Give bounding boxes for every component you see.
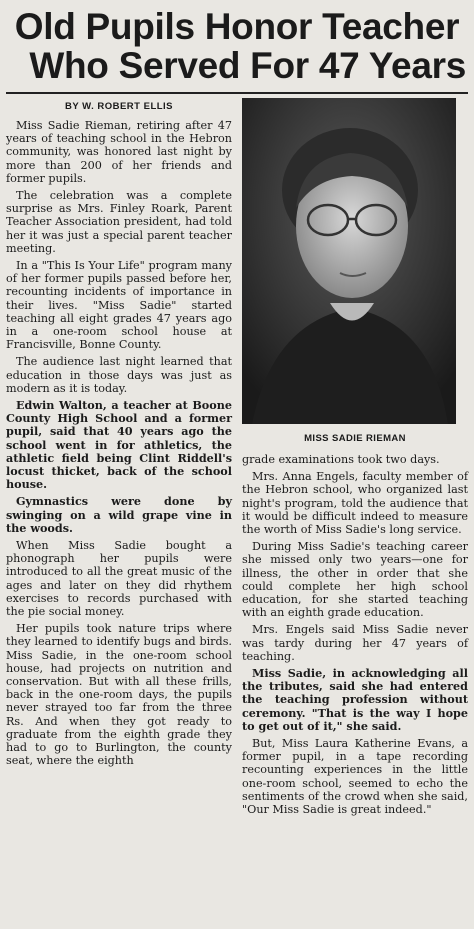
article-body bbox=[6, 98, 468, 820]
right-column bbox=[242, 98, 468, 820]
paragraph: In a "This Is Your Life" program many of her former pupils passed before her, recounting incidents of importance in their lives. "Miss Sadie" started teaching all eight grades 47 years ago in a one-room school house at Francisville, Bonne County. bbox=[6, 258, 232, 352]
paragraph: grade examinations took two days. bbox=[242, 452, 440, 466]
paragraph: Miss Sadie Rieman, retiring after 47 years of teaching school in the Hebron community, was honored last night by more than 200 of her friends and former pupils. bbox=[6, 118, 232, 185]
paragraph: The audience last night learned that education in those days was just as modern as it is today. bbox=[6, 355, 232, 395]
portrait-image bbox=[242, 98, 456, 424]
paragraph: When Miss Sadie bought a phonograph her pupils were introduced to all the great music of the ages and later on they did rhythem exercises to records purchased with the pie social money. bbox=[6, 538, 232, 618]
paragraph-bold: Miss Sadie, in acknowledging all the tributes, said she had entered the teaching profession without ceremony. "That is the way I hope to get out of it," she said. bbox=[242, 665, 468, 733]
headline-line-1: Old Pupils Honor Teacher bbox=[14, 6, 460, 47]
paragraph: Her pupils took nature trips where they learned to identify bugs and birds. Miss Sadie, in the one-room school house, had projects on nutrition and conservation. But with all these frills, back in the one-room days, the pupils never strayed too far from the three Rs. And when they got ready to graduate from the eighth grade they had to go to Burlington, the county seat, where the eighth bbox=[6, 622, 232, 768]
paragraph: During Miss Sadie's teaching career she missed only two years—one for illness, the other in order that she could complete her high school education, for she started teaching with an eighth grade education. bbox=[242, 540, 468, 620]
paragraph: Mrs. Anna Engels, faculty member of the Hebron school, who organized last night's program, told the audience that it would be difficult indeed to measure the worth of Miss Sadie's long service. bbox=[242, 470, 468, 536]
headline-line-2: Who Served For 47 Years bbox=[29, 44, 466, 86]
paragraph-bold: Edwin Walton, a teacher at Boone County High School and a former pupil, said that 40 years ago the school went in for athletics, the athletic field being Clint Riddell's locust thicket, back of the school house. bbox=[6, 397, 232, 492]
paragraph: The celebration was a complete surprise as Mrs. Finley Roark, Parent Teacher Association president, had told her it was just a special parent teacher meeting. bbox=[6, 188, 232, 255]
headline bbox=[6, 8, 468, 86]
left-column bbox=[6, 98, 232, 820]
headline-rule bbox=[6, 92, 468, 94]
byline: BY W. ROBERT ELLIS bbox=[64, 100, 174, 112]
paragraph-bold: Gymnastics were done by swinging on a wild grape vine in the woods. bbox=[6, 494, 232, 535]
portrait-photo bbox=[242, 98, 456, 424]
paragraph: But, Miss Laura Katherine Evans, a former pupil, in a tape recording recounting experiences in the little one-room school, seemed to echo the sentiments of the crowd when she said, "Our Miss Sadie is great indeed." bbox=[242, 736, 468, 816]
photo-caption: MISS SADIE RIEMAN bbox=[304, 432, 406, 444]
paragraph: Mrs. Engels said Miss Sadie never was tardy during her 47 years of teaching. bbox=[242, 623, 468, 663]
